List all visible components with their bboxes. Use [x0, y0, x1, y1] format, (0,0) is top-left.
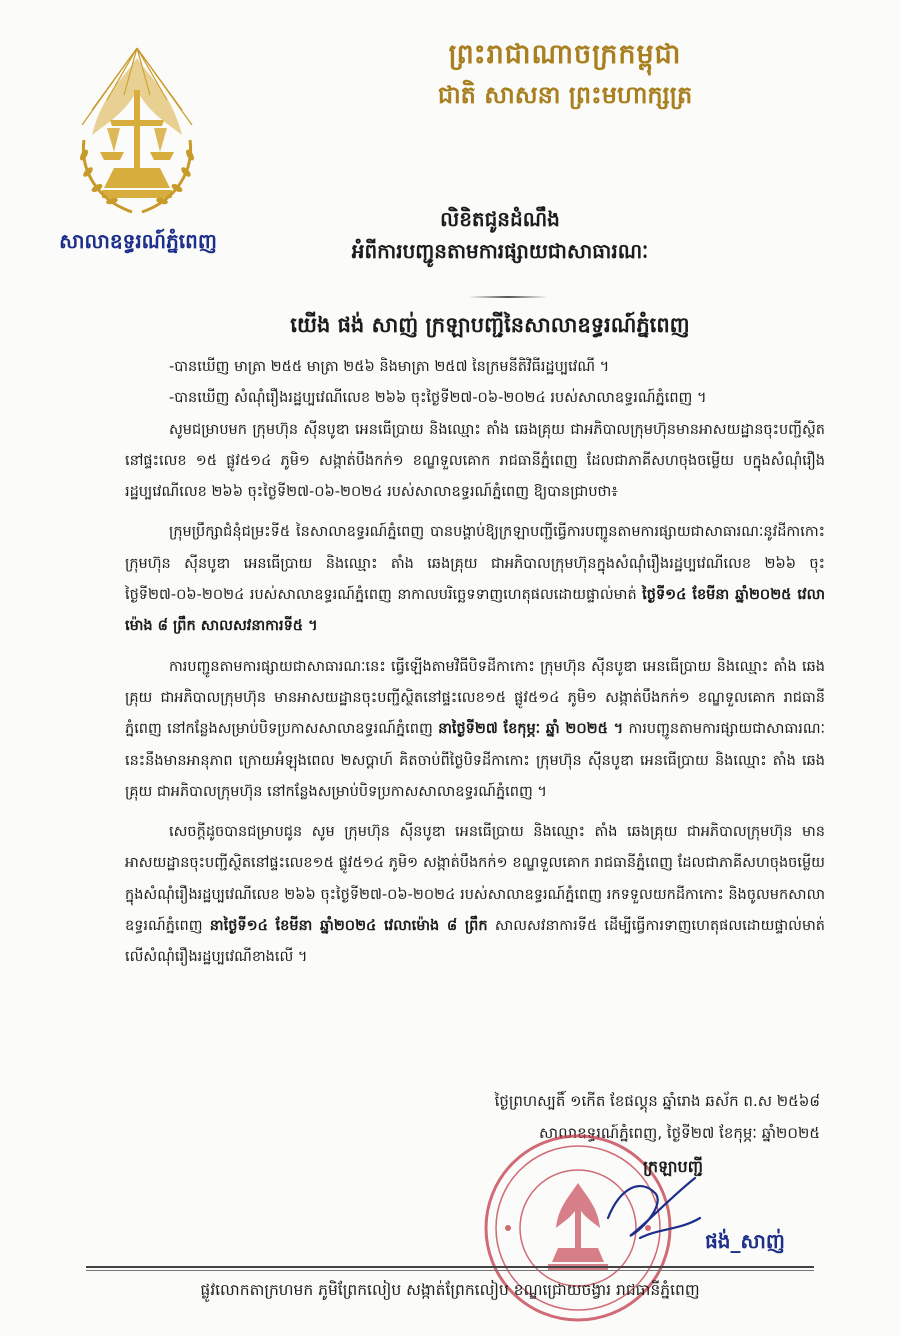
kingdom-title: ព្រះរាជាណាចក្រកម្ពុជា — [448, 39, 682, 70]
signer-name: ផង់_សាញ់ — [705, 1229, 785, 1253]
paragraph-4-text: សេចក្តីដូចបានជម្រាបជូន សូម ក្រុមហ៊ុន ស៊ីនបូឌា អេនធើប្រាយ និងឈ្មោះ តាំង ឆេងគ្រុយ ជាអភិបាលក្រុមហ៊ុន មានអាសយដ្ឋានចុះបញ្ជីស្ថិតនៅផ្ទះលេខ១៥ ផ្លូវ៥១៤ ភូមិ១ សង្កាត់បឹងកក់១ ខណ្ឌទួលគោក រាជធានីភ្នំពេញ ដែលជាភាគីសហចុងចម្លើយក្នុងសំណុំរឿងរដ្ឋប្បវេណីលេខ ២៦៦ ចុះថ្ងៃទី២៧-០៦-២០២៤ របស់សាលាឧទ្ធរណ៍ភ្នំពេញ រកទទួលយកដីកាកោះ និងចូលមកសាលាឧទ្ធរណ៍ភ្នំពេញ — [125, 824, 825, 935]
paragraph-3 — [125, 652, 825, 808]
clerk-heading: យើង ផង់ សាញ់ ក្រឡាបញ្ជីនៃសាលាឧទ្ធរណ៍ភ្នំពេញ — [290, 313, 690, 337]
document-title: លិខិតជូនដំណឹង — [440, 207, 560, 231]
paragraph-2-text: ក្រុមប្រឹក្សាជំនុំជម្រះទី៥ នៃសាលាឧទ្ធរណ៍ភ្នំពេញ បានបង្គាប់ឱ្យក្រឡាបញ្ជីធ្វើការបញ្ជូនតាមការផ្សាយជាសាធារណៈនូវដីកាកោះ ក្រុមហ៊ុន ស៊ីនបូឌា អេនធើប្រាយ និងឈ្មោះ តាំង ឆេងគ្រុយ ជាអភិបាលក្រុមហ៊ុនក្នុងសំណុំរឿងរដ្ឋប្បវេណីលេខ ២៦៦ ចុះថ្ងៃទី២៧-០៦-២០២៤ របស់សាលាឧទ្ធរណ៍ភ្នំពេញ នាកាលបរិច្ឆេទទាញហេតុផលដោយផ្ទាល់មាត់ — [125, 524, 825, 604]
court-name: សាលាឧទ្ធរណ៍ភ្នំពេញ — [59, 229, 217, 253]
posting-date: នាថ្ងៃទី២៧ ខែកុម្ភៈ ឆ្នាំ ២០២៥ ។ — [438, 721, 624, 738]
place-and-date: សាលាឧទ្ធរណ៍ភ្នំពេញ, ថ្ងៃទី២៧ ខែកុម្ភៈ ឆ្នាំ២០២៥ — [539, 1124, 820, 1142]
hearing-date: ថ្ងៃទី១៤ ខែមីនា ឆ្នាំ២០២៥ វេលាម៉ោង ៨ ព្រឹក សាលសវនាការទី៥ ។ — [125, 587, 825, 635]
paragraph-3-text: ការបញ្ជូនតាមការផ្សាយជាសាធារណៈនេះ ធ្វើឡើងតាមវិធីបិទដីកាកោះ ក្រុមហ៊ុន ស៊ីនបូឌា អេនធើប្រាយ និងឈ្មោះ តាំង ឆេងគ្រុយ ជាអភិបាលក្រុមហ៊ុន មានអាសយដ្ឋានចុះបញ្ជីស្ថិតនៅផ្ទះលេខ១៥ ផ្លូវ៥១៤ ភូមិ១ សង្កាត់បឹងកក់១ ខណ្ឌទួលគោក រាជធានីភ្នំពេញ នៅកន្លែងសម្រាប់បិទប្រកាសសាលាឧទ្ធរណ៍ភ្នំពេញ — [125, 658, 825, 738]
document-subtitle: អំពីការបញ្ជូនតាមការផ្សាយជាសាធារណៈ — [351, 239, 649, 263]
reference-1: -បានឃើញ មាត្រា ២៥៥ មាត្រា ២៥៦ និងមាត្រា ២៥៧ នៃក្រមនីតិវិធីរដ្ឋប្បវេណី ។ — [169, 359, 610, 375]
court-emblem-icon — [62, 40, 212, 230]
footer-divider — [86, 1266, 814, 1268]
paragraph-2 — [125, 517, 825, 642]
footer-address: ផ្លូវលោកតាក្រហមក ភូមិព្រែកលៀប សង្កាត់ព្រែកលៀប ខណ្ឌជ្រោយចង្វារ រាជធានីភ្នំពេញ — [200, 1281, 700, 1299]
document-body — [125, 352, 825, 974]
footer-divider-thin — [86, 1270, 814, 1271]
clerk-title: ក្រឡាបញ្ជី — [643, 1157, 703, 1176]
paragraph-4-tail: សាលសវនាការទី៥ ដើម្បីធ្វើការទាញហេតុផលដោយផ្ទាល់មាត់ លើសំណុំរឿងរដ្ឋប្បវេណីខាងលើ ។ — [125, 918, 825, 966]
paragraph-1: សូមជម្រាបមក ក្រុមហ៊ុន ស៊ីនបូឌា អេនធើប្រាយ និងឈ្មោះ តាំង ឆេងគ្រុយ ជាអភិបាលក្រុមហ៊ុនមានអាសយដ្ឋានចុះបញ្ជីស្ថិតនៅផ្ទះលេខ ១៥ ផ្លូវ៥១៤ ភូមិ១ សង្កាត់បឹងកក់១ ខណ្ឌទួលគោក រាជធានីភ្នំពេញ ដែលជាភាគីសហចុងចម្លើយ បក្នុងសំណុំរឿងរដ្ឋប្បវេណីលេខ ២៦៦ ចុះថ្ងៃទី២៧-០៦-២០២៤ របស់សាលាឧទ្ធរណ៍ភ្នំពេញ ឱ្យបានជ្រាបថា៖ — [125, 421, 825, 501]
summons-date: នាថ្ងៃទី១៤ ខែមីនា ឆ្នាំ២០២៤ វេលាម៉ោង ៨ ព្រឹក — [209, 918, 488, 935]
title-divider — [468, 296, 548, 298]
lunar-date: ថ្ងៃព្រហស្បតិ៍ ១កើត ខែផល្គុន ឆ្នាំរោង ឆស័ក ព.ស ២៥៦៨ — [494, 1092, 820, 1110]
paragraph-4 — [125, 817, 825, 973]
national-motto: ជាតិ សាសនា ព្រះមហាក្សត្រ — [437, 81, 693, 109]
paragraph-3-tail: ការបញ្ជូនតាមការផ្សាយជាសាធារណៈនេះនឹងមានអានុភាព ក្រោយអំឡុងពេល ២សប្តាហ៍ គិតចាប់ពីថ្ងៃបិទដីកាកោះ ក្រុមហ៊ុន ស៊ីនបូឌា អេនធើប្រាយ និងឈ្មោះ តាំង ឆេងគ្រុយ ជាអភិបាលក្រុមហ៊ុន នៅកន្លែងសម្រាប់បិទប្រកាសសាលាឧទ្ធរណ៍ភ្នំពេញ ។ — [125, 721, 825, 800]
reference-2: -បានឃើញ សំណុំរឿងរដ្ឋប្បវេណីលេខ ២៦៦ ចុះថ្ងៃទី២៧-០៦-២០២៤ របស់សាលាឧទ្ធរណ៍ភ្នំពេញ ។ — [169, 390, 707, 407]
